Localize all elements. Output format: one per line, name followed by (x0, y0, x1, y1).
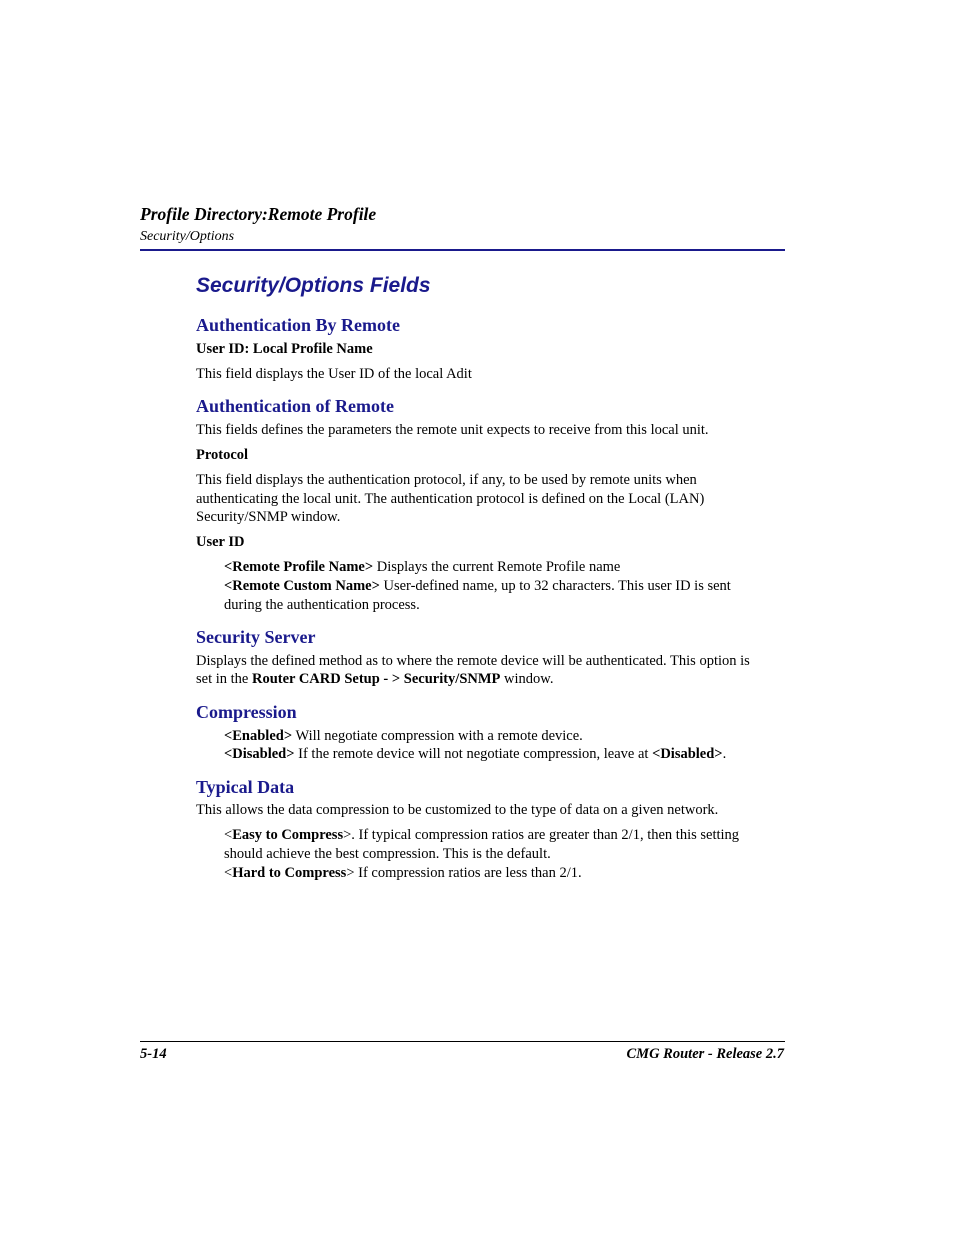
section-title: Security/Options Fields (196, 274, 431, 297)
option-remote-custom-name (224, 578, 731, 595)
line-text: window. (500, 671, 554, 687)
option-continuation: during the authentication process. (224, 597, 420, 613)
option-disabled (224, 746, 726, 763)
heading-compression: Compression (196, 702, 297, 722)
footer-page-number: 5-14 (140, 1046, 167, 1062)
label-protocol: Protocol (196, 447, 249, 463)
option-easy-to-compress (224, 827, 739, 844)
text-typical-data: This allows the data compression to be customized to the type of data on a given network. (196, 802, 719, 818)
option-bold: <Enabled> (224, 728, 293, 744)
label-user-id-local: User ID: Local Profile Name (196, 341, 373, 357)
option-text: < (224, 827, 233, 843)
option-enabled (224, 728, 583, 745)
text-auth-of-remote: This fields defines the parameters the remote unit expects to receive from this local unit. (196, 422, 709, 438)
option-text: > If compression ratios are less than 2/1. (346, 865, 582, 881)
option-bold: <Disabled> (224, 746, 295, 762)
running-header-title: Profile Directory:Remote Profile (140, 204, 377, 224)
line-bold: Router CARD Setup - > Security/SNMP (251, 671, 501, 687)
header-rule (140, 249, 785, 251)
option-text: Displays the current Remote Profile name (373, 559, 621, 575)
heading-security-server: Security Server (196, 627, 316, 647)
running-header-subtitle: Security/Options (140, 229, 235, 244)
label-user-id: User ID (196, 534, 245, 550)
option-continuation: should achieve the best compression. This is the default. (224, 846, 551, 862)
option-bold: Hard to Compress (232, 865, 347, 881)
security-server-line (196, 671, 553, 688)
option-text: . (722, 746, 727, 762)
option-text: >. If typical compression ratios are greater than 2/1, then this setting (343, 827, 740, 843)
option-hard-to-compress (224, 865, 582, 882)
option-bold: Easy to Compress (232, 827, 344, 843)
security-server-line: Displays the defined method as to where the remote device will be authenticated. This option is (196, 653, 750, 669)
option-bold: <Remote Profile Name> (224, 559, 374, 575)
option-text: If the remote device will not negotiate compression, leave at (294, 746, 653, 762)
text-auth-by-remote: This field displays the User ID of the local Adit (196, 366, 472, 382)
option-text: < (224, 865, 233, 881)
protocol-line: authenticating the local unit. The authentication protocol is defined on the Local (LAN) (196, 491, 705, 507)
line-text: set in the (196, 671, 252, 687)
protocol-line: This field displays the authentication protocol, if any, to be used by remote units when (196, 472, 697, 488)
protocol-line: Security/SNMP window. (196, 509, 341, 525)
heading-auth-by-remote: Authentication By Remote (196, 315, 400, 335)
option-remote-profile-name (224, 559, 620, 576)
footer-document-title: CMG Router - Release 2.7 (626, 1046, 784, 1062)
option-bold: <Disabled> (652, 746, 723, 762)
footer-rule (140, 1041, 785, 1042)
option-text: Will negotiate compression with a remote device. (292, 728, 583, 744)
option-text: User-defined name, up to 32 characters. This user ID is sent (379, 578, 731, 594)
heading-auth-of-remote: Authentication of Remote (196, 396, 394, 416)
heading-typical-data: Typical Data (196, 777, 295, 797)
option-bold: <Remote Custom Name> (224, 578, 380, 594)
